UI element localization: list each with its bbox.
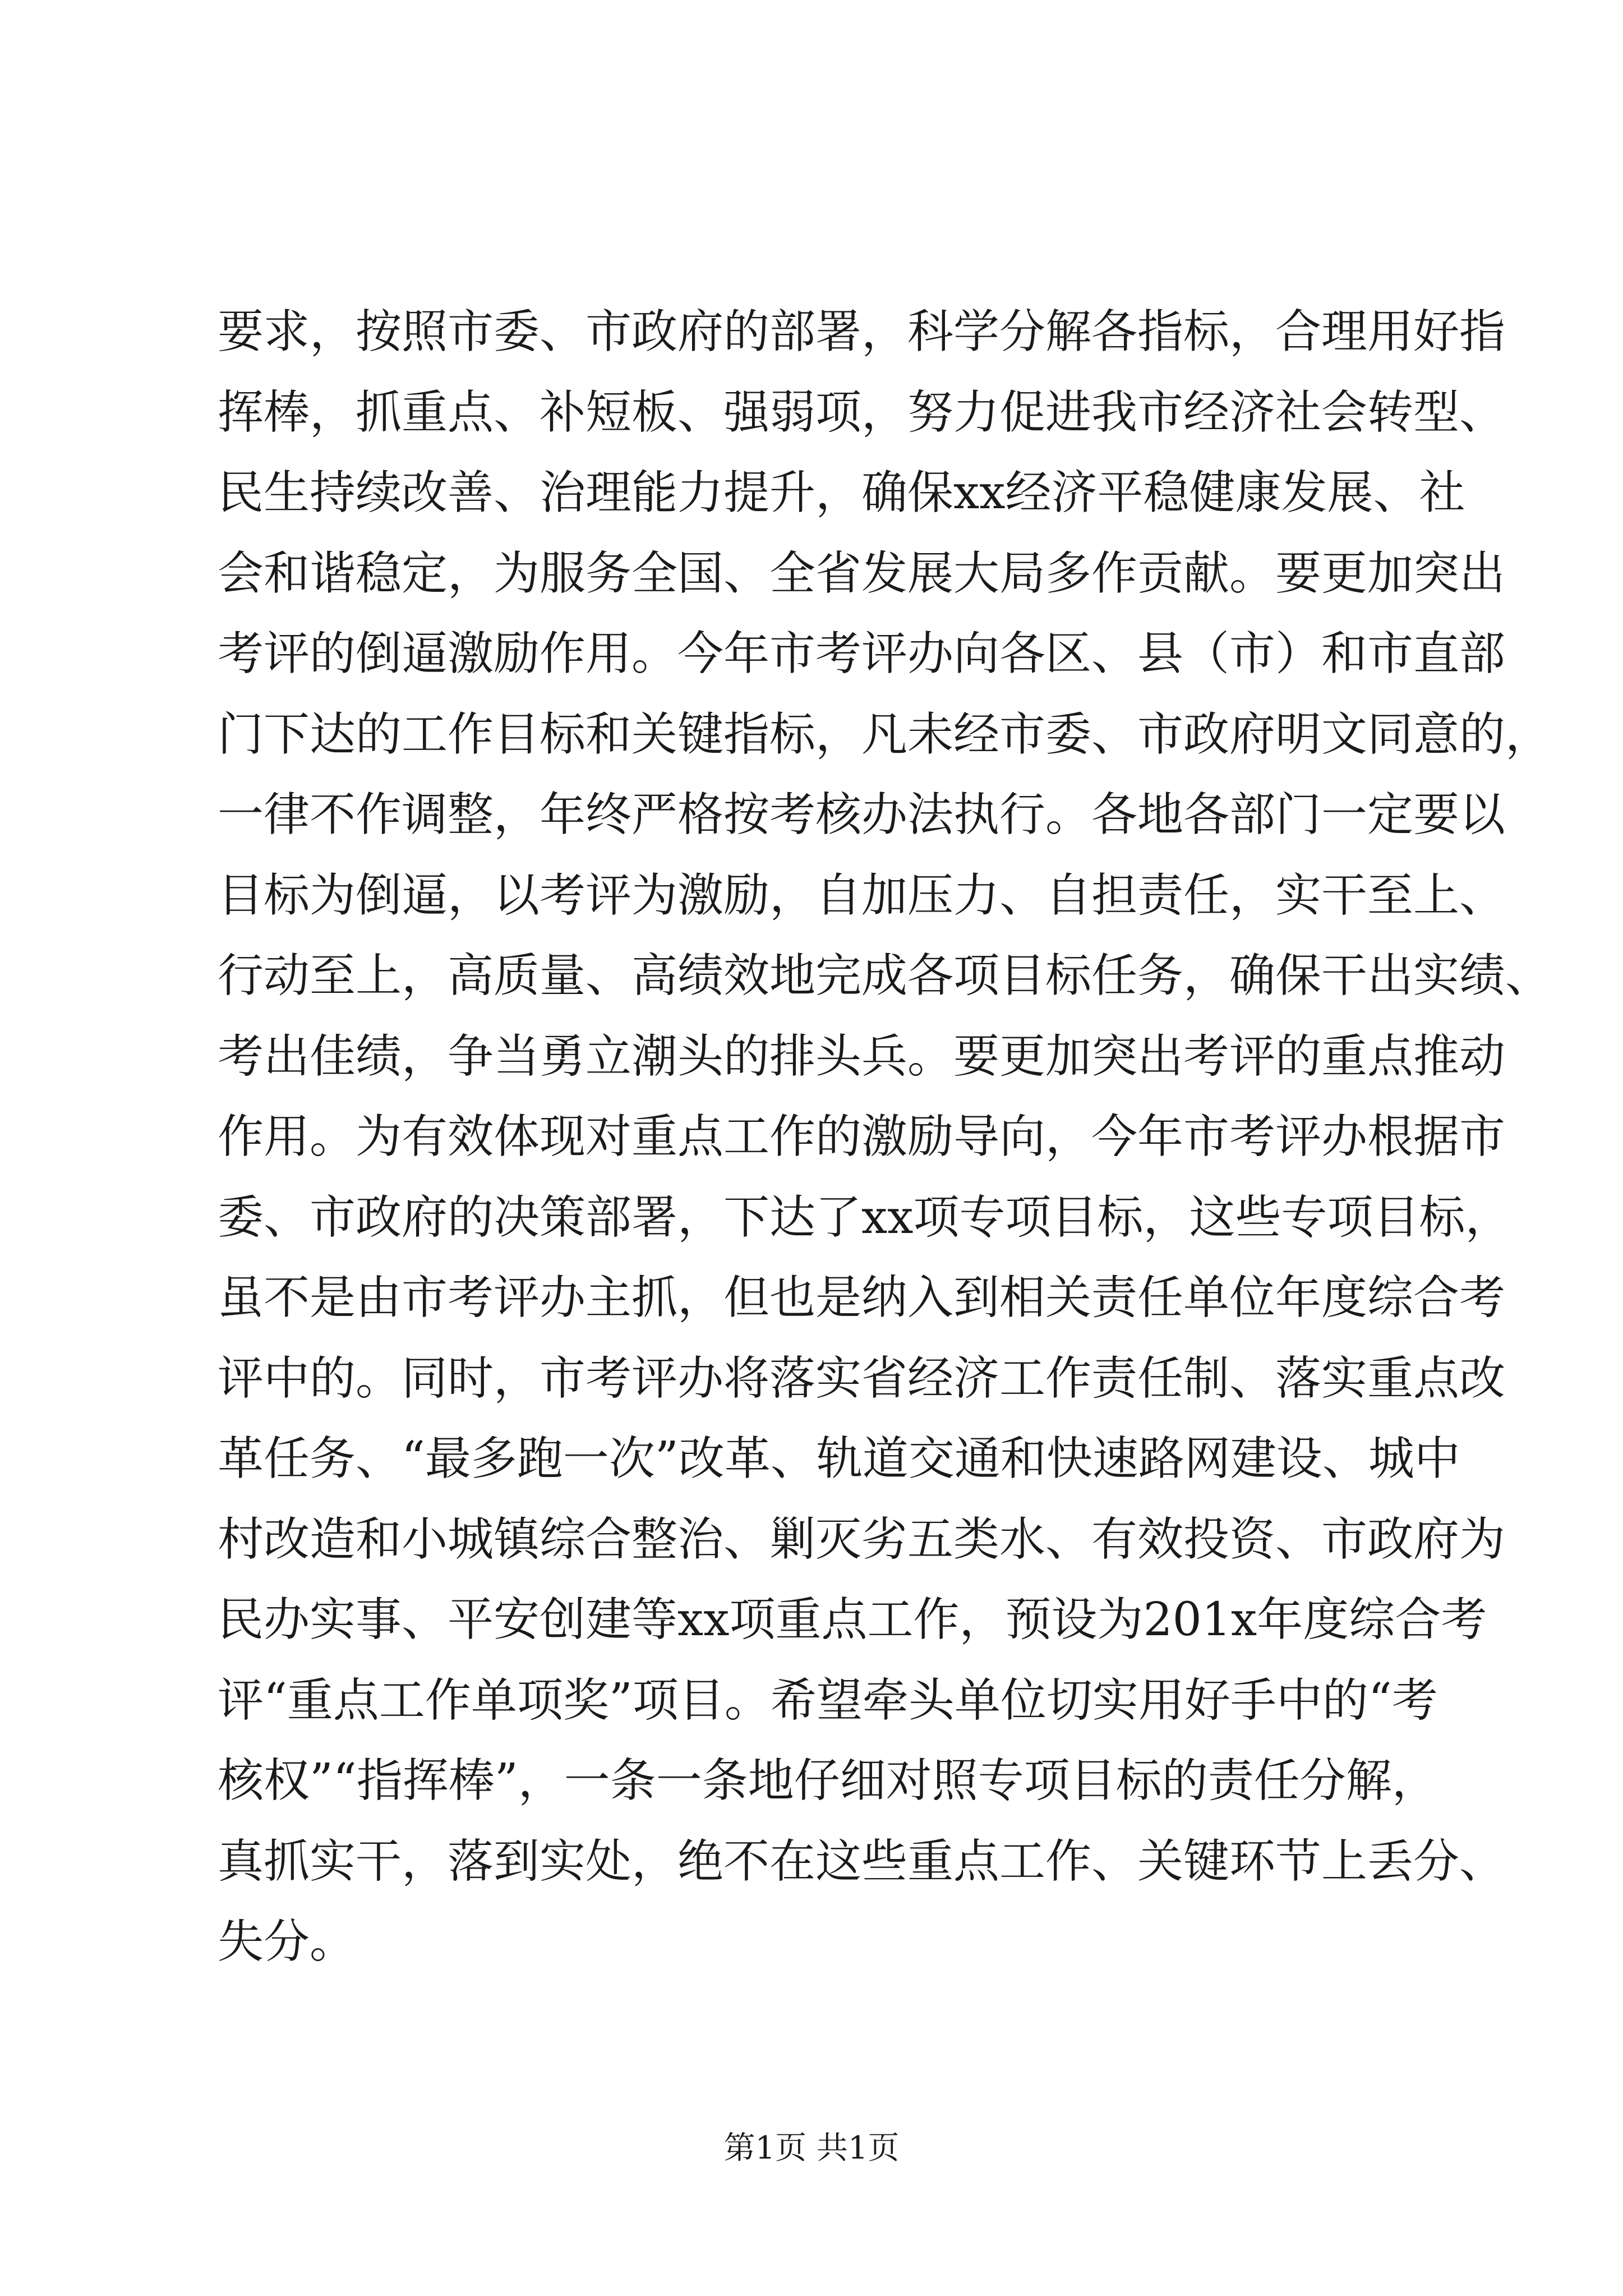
text-line: 虽不是由市考评办主抓，但也是纳入到相关责任单位年度综合考 xyxy=(218,1271,1506,1324)
text-line: 考出佳绩，争当勇立潮头的排头兵。要更加突出考评的重点推动 xyxy=(218,1029,1506,1083)
body-paragraph xyxy=(218,292,1552,1982)
text-line: 门下达的工作目标和关键指标，凡未经市委、市政府明文同意的， xyxy=(218,707,1552,761)
text-line: 行动至上，高质量、高绩效地完成各项目标任务，确保干出实绩、 xyxy=(218,949,1552,1002)
text-line: 核权”“指挥棒”，一条一条地仔细对照专项目标的责任分解， xyxy=(218,1754,1438,1807)
text-line: 失分。 xyxy=(218,1915,356,1968)
text-line: 一律不作调整，年终严格按考核办法执行。各地各部门一定要以 xyxy=(218,788,1506,841)
text-line: 村改造和小城镇综合整治、剿灭劣五类水、有效投资、市政府为 xyxy=(218,1512,1506,1566)
text-line: 作用。为有效体现对重点工作的激励导向，今年市考评办根据市 xyxy=(218,1110,1506,1163)
text-line: 委、市政府的决策部署，下达了xx项专项目标，这些专项目标， xyxy=(218,1190,1511,1244)
text-line: 真抓实干，落到实处，绝不在这些重点工作、关键环节上丢分、 xyxy=(218,1834,1506,1888)
text-line: 目标为倒逼，以考评为激励，自加压力、自担责任，实干至上、 xyxy=(218,868,1506,922)
text-line: 要求，按照市委、市政府的部署，科学分解各指标，合理用好指 xyxy=(218,305,1506,358)
text-line: 会和谐稳定，为服务全国、全省发展大局多作贡献。要更加突出 xyxy=(218,546,1506,600)
text-line: 考评的倒逼激励作用。今年市考评办向各区、县（市）和市直部 xyxy=(218,627,1506,680)
text-line: 评中的。同时，市考评办将落实省经济工作责任制、落实重点改 xyxy=(218,1351,1506,1405)
page-number-footer: 第1页 共1页 xyxy=(723,2130,900,2166)
text-line: 民生持续改善、治理能力提升，确保xx经济平稳健康发展、社 xyxy=(218,466,1465,519)
text-line: 评“重点工作单项奖”项目。希望牵头单位切实用好手中的“考 xyxy=(218,1673,1438,1727)
text-line: 挥棒，抓重点、补短板、强弱项，努力促进我市经济社会转型、 xyxy=(218,385,1506,439)
text-line: 民办实事、平安创建等xx项重点工作，预设为201x年度综合考 xyxy=(218,1593,1487,1646)
text-line: 革任务、“最多跑一次”改革、轨道交通和快速路网建设、城中 xyxy=(218,1432,1460,1485)
